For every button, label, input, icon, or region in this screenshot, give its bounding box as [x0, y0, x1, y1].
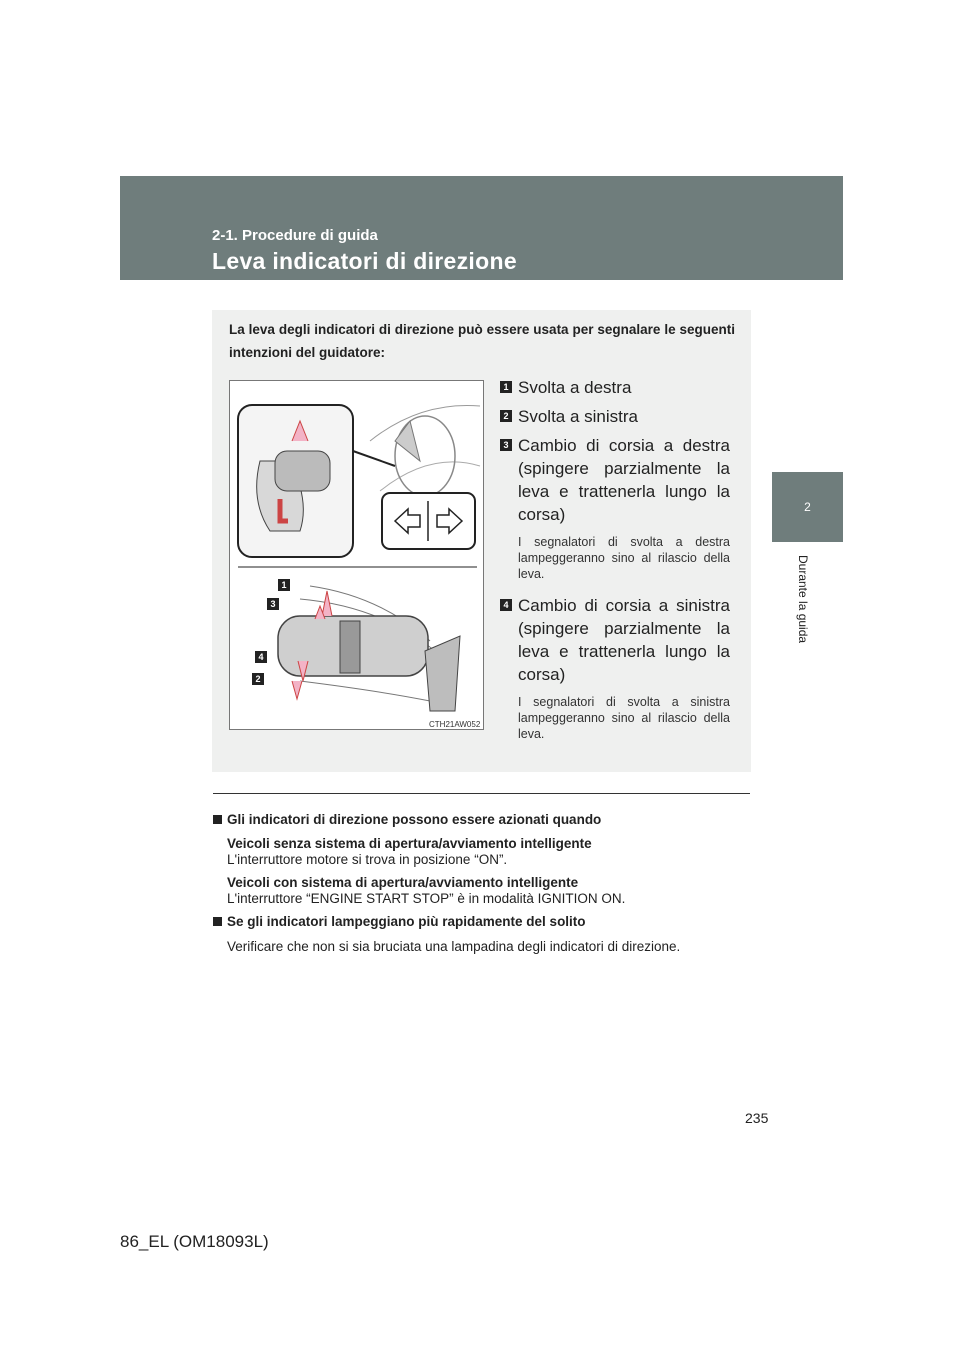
list-item	[500, 594, 730, 742]
step-number: 3	[500, 439, 512, 451]
step-title: Svolta a destra	[518, 378, 632, 397]
lever-drawing	[230, 381, 485, 731]
list-item	[500, 405, 730, 428]
note-subheading: Veicoli con sistema di apertura/avviamento intelligente	[227, 875, 579, 890]
section-label: 2-1. Procedure di guida	[212, 227, 378, 244]
intro-text: La leva degli indicatori di direzione può essere usata per segnalare le seguenti intenzioni del guidatore:	[229, 322, 735, 360]
step-number: 2	[500, 410, 512, 422]
callout-number: 2	[252, 673, 264, 685]
step-title: Cambio di corsia a sinistra (spingere parzialmente la leva e trattenerla lungo la corsa)	[518, 596, 730, 684]
list-item	[500, 376, 730, 399]
figure-code: CTH21AW052	[429, 720, 481, 729]
step-number: 4	[500, 599, 512, 611]
chapter-tab: 2	[772, 472, 843, 542]
step-number: 1	[500, 381, 512, 393]
note-heading: Se gli indicatori lampeggiano più rapidamente del solito	[213, 914, 753, 929]
page-title: Leva indicatori di direzione	[212, 248, 517, 274]
callout-number: 4	[255, 651, 267, 663]
step-note: I segnalatori di svolta a sinistra lampeggeranno sino al rilascio della leva.	[518, 695, 730, 741]
list-item	[500, 434, 730, 582]
page-number: 235	[745, 1110, 769, 1126]
step-list	[500, 376, 730, 754]
note-subheading: Veicoli senza sistema di apertura/avviamento intelligente	[227, 836, 592, 851]
callout-number: 1	[278, 579, 290, 591]
note-text: L'interruttore “ENGINE START STOP” è in modalità IGNITION ON.	[227, 891, 626, 906]
document-code: 86_EL (OM18093L)	[120, 1232, 269, 1251]
square-bullet-icon	[213, 917, 222, 926]
callout-number: 3	[267, 598, 279, 610]
page-header	[120, 176, 843, 280]
divider	[213, 793, 750, 794]
note-text: L'interruttore motore si trova in posizione “ON”.	[227, 852, 508, 867]
step-title: Cambio di corsia a destra (spingere parzialmente la leva e trattenerla lungo la corsa)	[518, 436, 730, 524]
step-title: Svolta a sinistra	[518, 407, 638, 426]
chapter-label: Durante la guida	[796, 555, 810, 644]
turn-signal-illustration	[229, 380, 484, 730]
square-bullet-icon	[213, 815, 222, 824]
note-text: Verificare che non si sia bruciata una lampadina degli indicatori di direzione.	[227, 939, 681, 954]
step-note: I segnalatori di svolta a destra lampeggeranno sino al rilascio della leva.	[518, 535, 730, 581]
notes-section	[213, 812, 753, 962]
note-heading: Gli indicatori di direzione possono essere azionati quando	[213, 812, 753, 827]
